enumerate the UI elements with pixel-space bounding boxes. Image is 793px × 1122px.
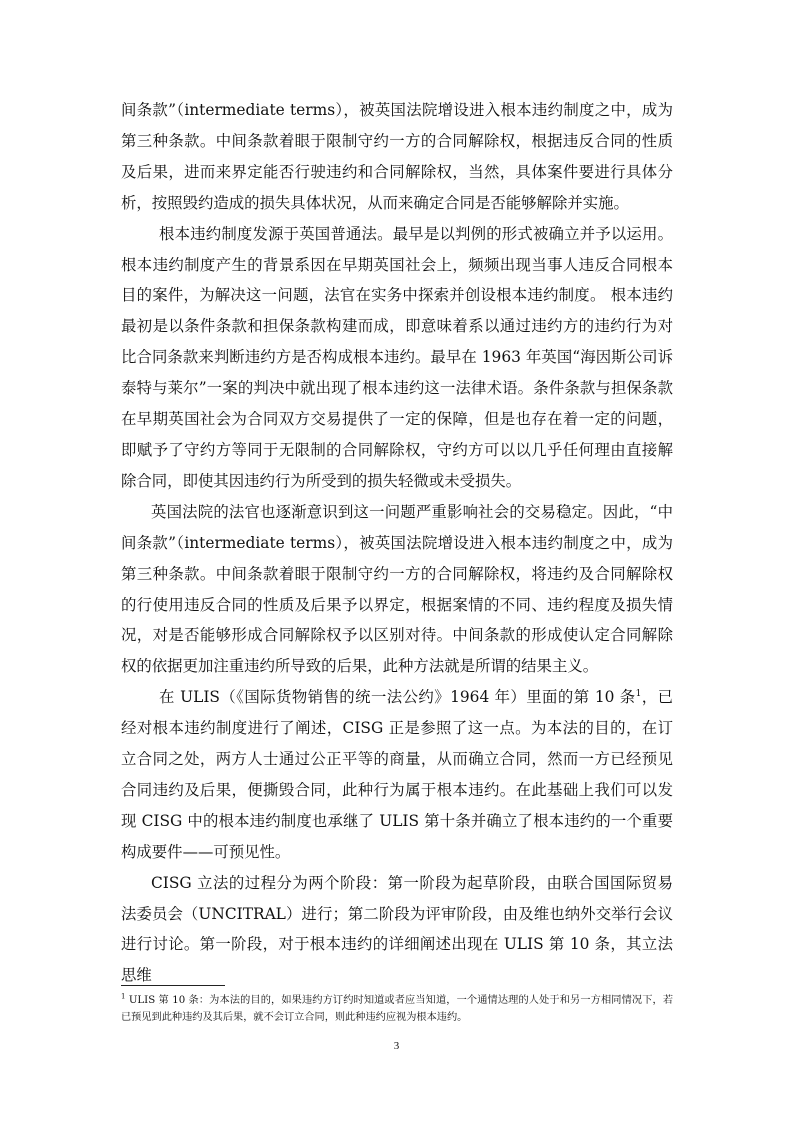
paragraph-ulis-article-10 [121, 682, 673, 867]
paragraph-intermediate-terms-continued: 间条款”（intermediate terms），被英国法院增设进入根本违约制度之中，成为第三种条款。中间条款着眼于限制守约一方的合同解除权，根据违反合同的性质及后果，进而来界定能否行驶违约和合同解除权，当然，具体案件要进行具体分析，按照毁约造成的损失具体状况，从而来确定合同是否能够解除并实施。 [121, 101, 673, 212]
ulis-text-before-footnote: 在 ULIS（《国际货物销售的统一法公约》1964 年）里面的第 10 条 [159, 688, 636, 707]
paragraph-cisg-legislation: CISG 立法的过程分为两个阶段：第一阶段为起草阶段，由联合国国际贸易法委员会（UNCITRAL）进行；第二阶段为评审阶段，由及维也纳外交举行会议进行讨论。第一阶段，对于根本违约的详细阐述出现在 ULIS 第 10 条，其立法思维 [121, 873, 673, 985]
footnote-reference-mark[interactable]: 1 [635, 689, 642, 700]
footnote-marker: 1 [121, 992, 126, 1001]
page-number: 3 [393, 1040, 400, 1052]
footnote [121, 992, 673, 1026]
footnote-text: ULIS 第 10 条：为本法的目的，如果违约方订约时知道或者应当知道，一个通情达理的人处于和另一方相同情况下，若已预见到此种违约及其后果，就不会订立合同，则此种违约应视为根本违约。 [121, 995, 673, 1023]
body-text [121, 95, 673, 991]
footnote-divider [121, 985, 225, 986]
paragraph-english-courts: 英国法院的法官也逐渐意识到这一问题严重影响社会的交易稳定。因此，“中间条款”（intermediate terms），被英国法院增设进入根本违约制度之中，成为第三种条款。中间条款着眼于限制守约一方的合同解除权，将违约及合同解除权的行使用违反合同的性质及后果予以界定，根据案情的不同、违约程度及损失情况，对是否能够形成合同解除权予以区别对待。中间条款的形成使认定合同解除权的依据更加注重违约所导致的后果，此种方法就是所谓的结果主义。 [121, 502, 673, 676]
ulis-text-after-footnote: ，已经对根本违约制度进行了阐述，CISG 正是参照了这一点。为本法的目的，在订立合同之处，两方人士通过公正平等的商量，从而确立合同，然而一方已经预见合同违约及后果，便撕毁合同，此种行为属于根本违约。在此基础上我们可以发现 CISG 中的根本违约制度也承继了 ULIS 第十条并确立了根本违约的一个重要构成要件——可预见性。 [121, 688, 673, 861]
paragraph-origin-english-common-law: 根本违约制度发源于英国普通法。最早是以判例的形式被确立并予以运用。根本违约制度产生的背景系因在早期英国社会上，频频出现当事人违反合同根本目的案件，为解决这一问题，法官在实务中探索并创设根本违约制度。 根本违约最初是以条件条款和担保条款构建而成，即意味着系以通过违约方的违约行为对比合同条款来判断违约方是否构成根本违约。最早在 1963 年英国“海因斯公司诉泰特与莱尔”一案的判决中就出现了根本违约这一法律术语。条件条款与担保条款在早期英国社会为合同双方交易提供了一定的保障，但是也存在着一定的问题，即赋予了守约方等同于无限制的合同解除权，守约方可以以几乎任何理由直接解除合同，即使其因违约行为所受到的损失轻微或未受损失。 [121, 224, 673, 490]
